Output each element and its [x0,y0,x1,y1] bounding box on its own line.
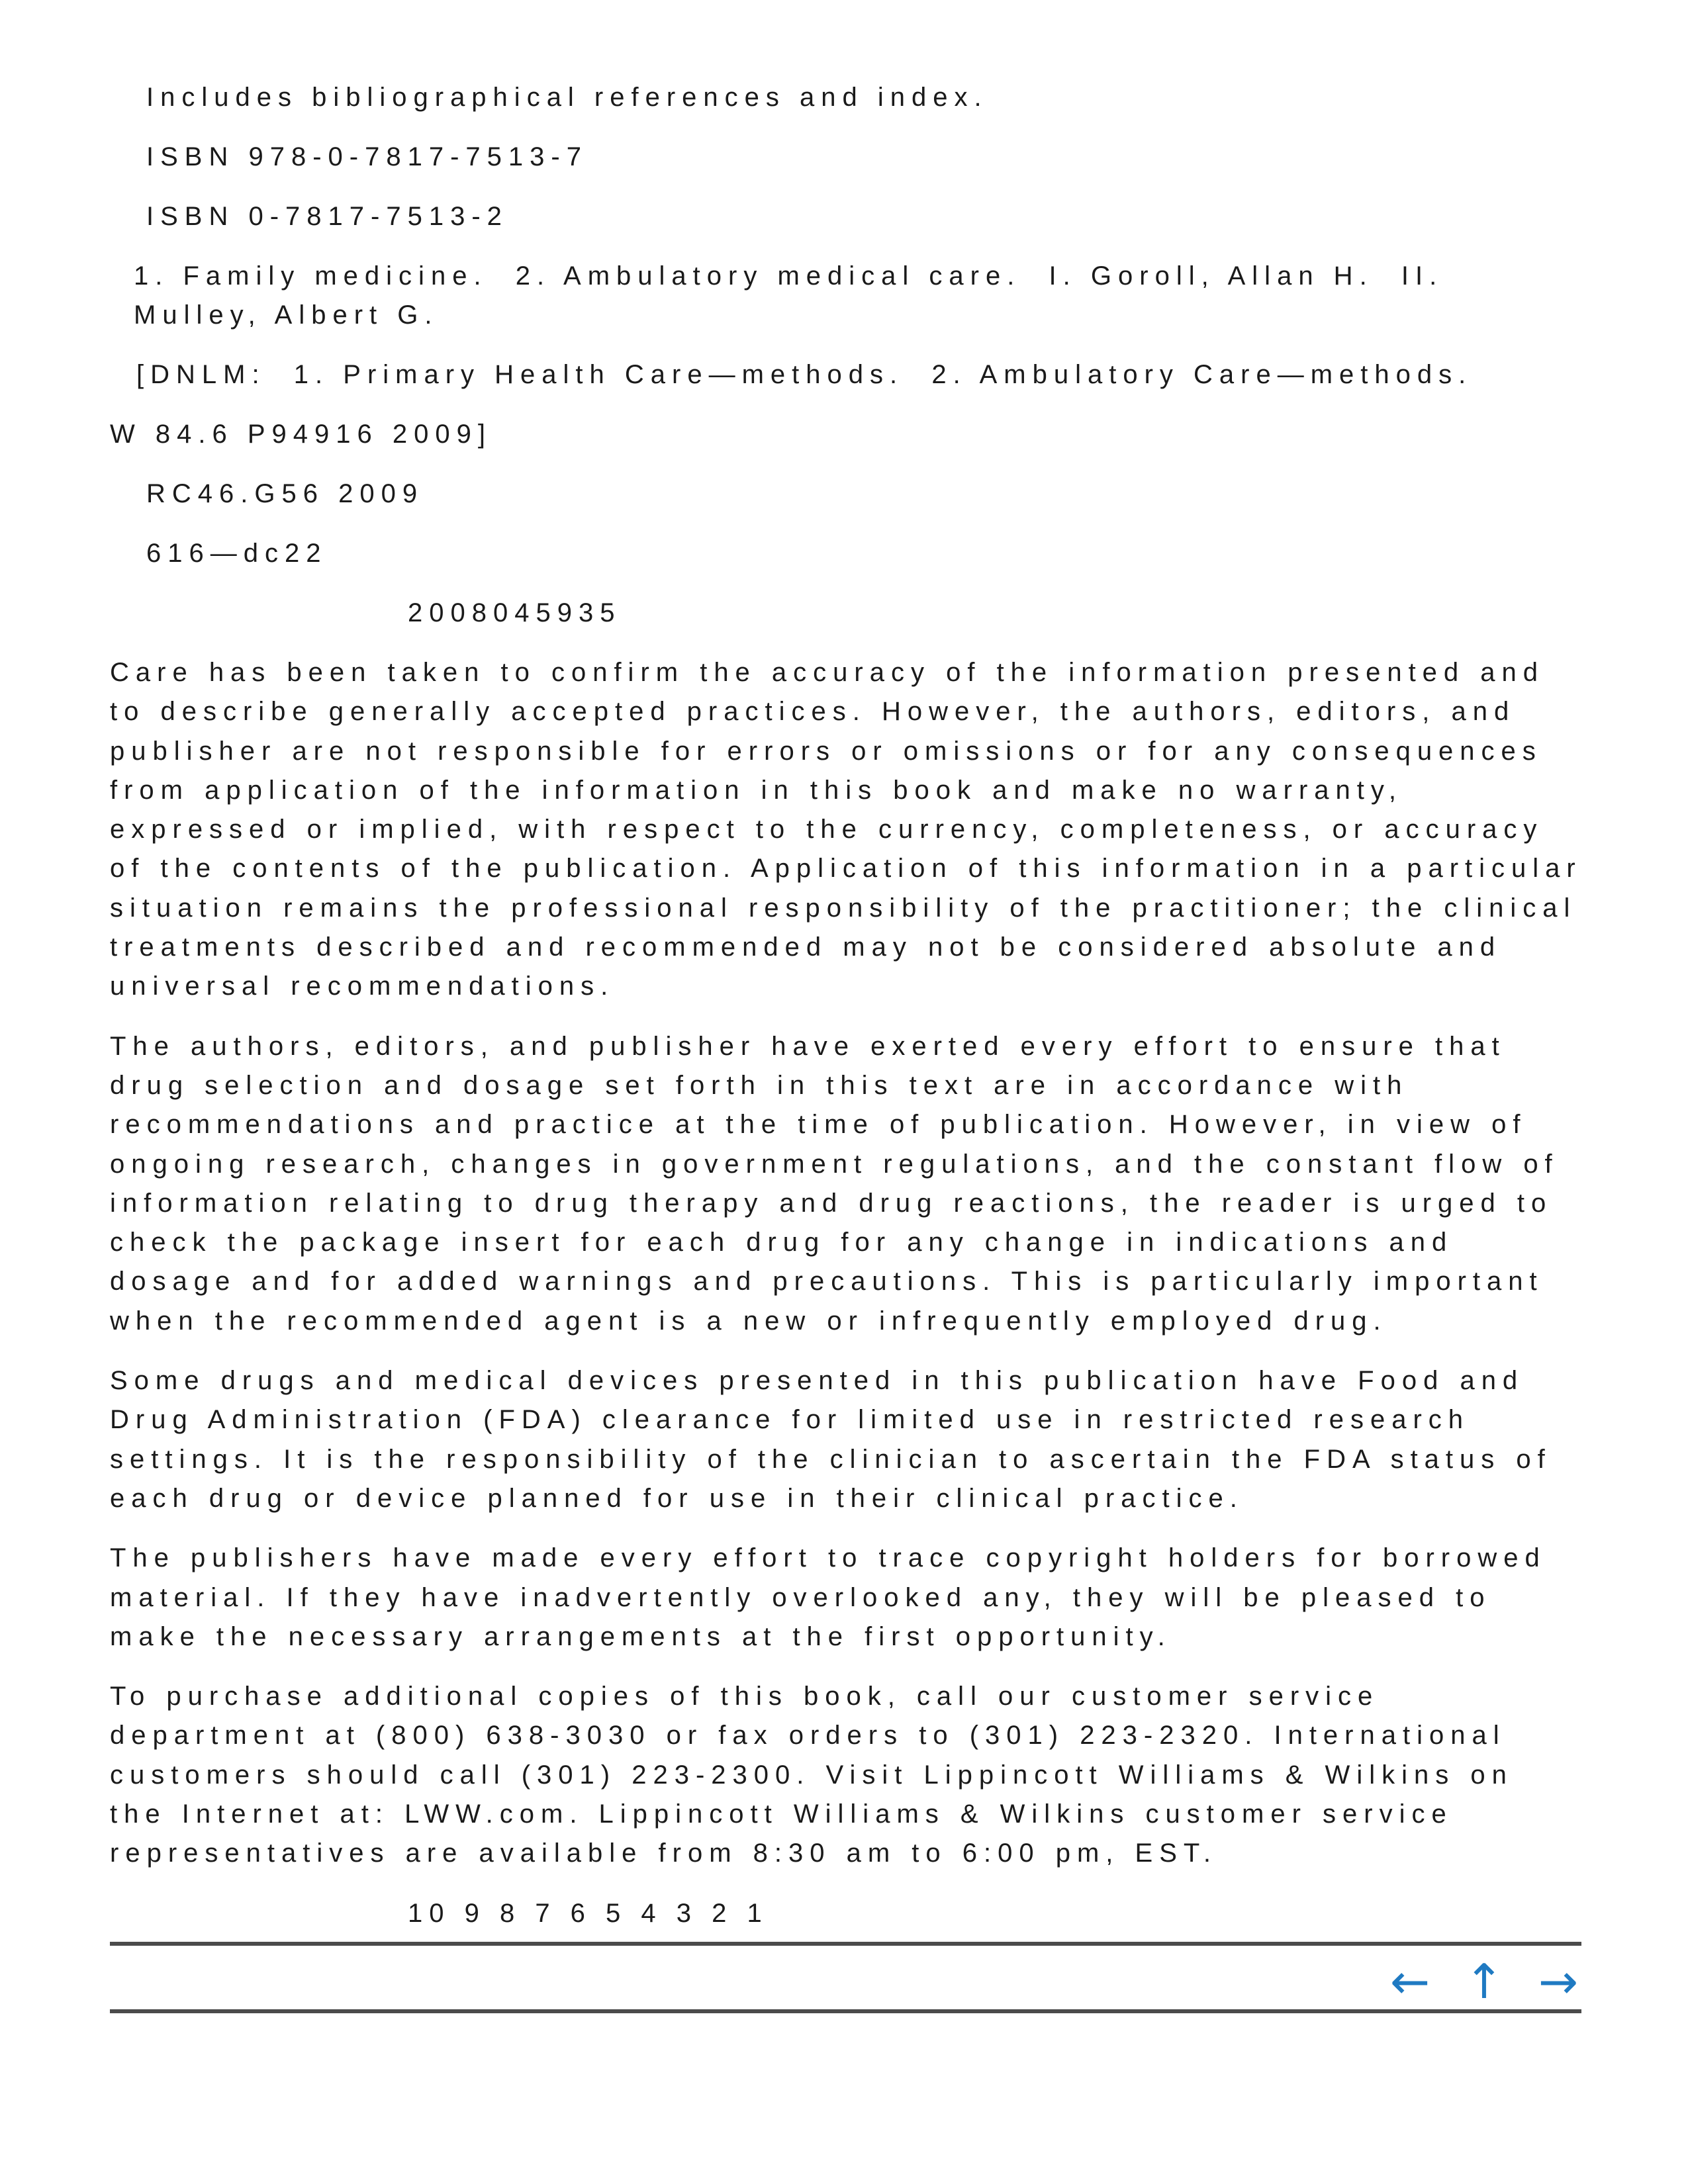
accuracy-disclaimer: Care has been taken to confirm the accuracy of the information presented and to describe generally accepted practices. However, the authors, editors, and publisher are not responsible for errors or omissions or for any consequences from application of the information in this book and make no warranty, expressed or implied, with respect to the currency, completeness, or accuracy of the contents of the publication. Application of this information in a particular situation remains the professional responsibility of the practitioner; the clinical treatments described and recommended may not be considered absolute and universal recommendations. [110,658,1582,1001]
subject-headings: 1. Family medicine. 2. Ambulatory medical care. I. Goroll, Allan H. II. Mulley, Albert G. [134,261,1458,330]
lccn: 2008045935 [408,598,622,627]
isbn-10: ISBN 0-7817-7513-2 [146,202,508,231]
printing-line: 10 9 8 7 6 5 4 3 2 1 [408,1898,769,1928]
purchase-info: To purchase additional copies of this book, call our customer service department at (800) 638-3030 or fax orders to (301) 223-2320. International customers should call (301) 223-2300. Visit Lippincott Williams & Wilkins on the Internet at: LWW.com. Lippincott Williams & Wilkins customer service representatives are available from 8:30 am to 6:00 pm, EST. [110,1682,1513,1868]
nav-divider-top [110,1942,1581,1946]
fda-notice: Some drugs and medical devices presented in this publication have Food and Drug Administration (FDA) clearance for limited use in restricted research settings. It is the responsibility of the clinician to ascertain the FDA status of each drug or device planned for use in their clinical practice. [110,1366,1552,1513]
dewey-number: 616—dc22 [146,539,328,568]
bibliography-note: Includes bibliographical references and index. [146,83,988,112]
nav-divider-bottom [110,2009,1581,2013]
lc-call-number: RC46.G56 2009 [146,479,424,508]
copyright-page [110,78,1582,1954]
drug-dosage-disclaimer: The authors, editors, and publisher have exerted every effort to ensure that drug selection and dosage set forth in this text are in accordance with recommendations and practice at the time of publication. However, in view of ongoing research, changes in government regulations, and the constant flow of information relating to drug therapy and drug reactions, the reader is urged to check the package insert for each drug for any change in indications and dosage and for added warnings and precautions. This is particularly important when the recommended agent is a new or infrequently employed drug. [110,1031,1559,1336]
previous-page-arrow-icon[interactable]: ← [1389,1954,1430,2009]
copyright-holders-notice: The publishers have made every effort to trace copyright holders for borrowed material. If they have inadvertently overlooked any, they will be pleased to make the necessary arrangements at the first opportunity. [110,1543,1546,1651]
next-page-arrow-icon[interactable]: → [1538,1954,1579,2009]
up-arrow-icon[interactable]: ↑ [1464,1954,1505,2009]
isbn-13: ISBN 978-0-7817-7513-7 [146,142,588,171]
dnlm-classification: [DNLM: 1. Primary Health Care—methods. 2. Ambulatory Care—methods. [136,360,1473,389]
dnlm-call-number: W 84.6 P94916 2009] [110,420,492,449]
page-navigation [1386,1954,1582,2009]
